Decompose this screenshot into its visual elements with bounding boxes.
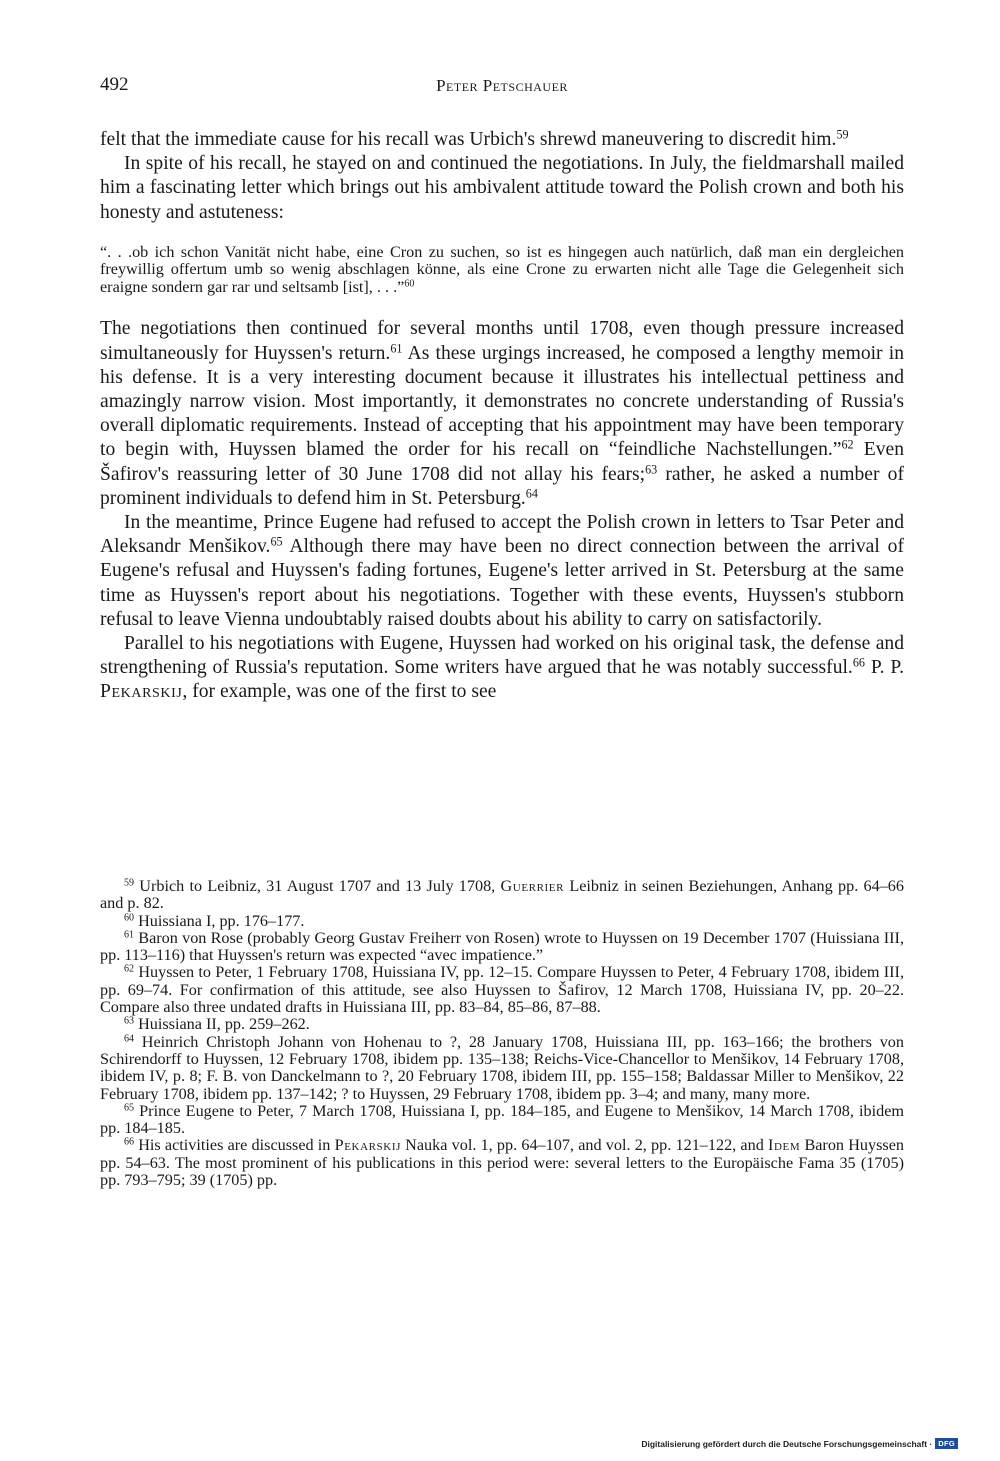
main-text — [100, 128, 904, 705]
footnote-ref[interactable]: 66 — [852, 655, 865, 670]
footnote-ref[interactable]: 63 — [645, 461, 658, 476]
footnote-ref[interactable]: 64 — [525, 486, 538, 501]
footnote-ref[interactable]: 65 — [270, 534, 283, 549]
footnote: $^{60}$ Huissiana I, pp. 176–177. — [124, 911, 305, 930]
footnote: $^{63}$ Huissiana II, pp. 259–262. — [124, 1015, 310, 1034]
digitization-credit — [641, 1438, 958, 1449]
page-number: 492 — [100, 74, 129, 95]
dfg-logo: DFG — [935, 1438, 958, 1449]
page-header — [100, 74, 904, 104]
footnote-ref[interactable]: 60 — [404, 278, 415, 290]
credit-text: Digitalisierung gefördert durch die Deutsche Forschungsgemeinschaft · — [641, 1438, 933, 1449]
footnote: $^{62}$ Huyssen to Peter, 1 February 1708, Huissiana IV, pp. 12–15. Compare Huyssen to Peter, 4 February 1708, ibidem III, pp. 69–74. For confirmation of this attitude, see also Huyssen to Šafirov, 12 March 1708, Huissiana IV, pp. 20–22. Compare also three undated drafts in Huissiana III, pp. 83–84, 85–86, 87–88. — [100, 963, 904, 1017]
footnotes — [100, 878, 904, 1189]
footnote: $^{65}$ Prince Eugene to Peter, 7 March 1708, Huissiana I, pp. 184–185, and Eugene to Menšikov, 14 March 1708, ibidem pp. 184–185. — [100, 1101, 904, 1138]
paragraph: Parallel to his negotiations with Eugene, Huyssen had worked on his original task, the defense and strengthening of Russia's reputation. Some writers have argued that he was notably successful.$^{66}$ P. P. Pekarskij, for example, was one of the first to see — [100, 632, 904, 703]
paragraph: In spite of his recall, he stayed on and continued the negotiations. In July, the fieldmarshall mailed him a fascinating letter which brings out his ambivalent attitude toward the Polish crown and both his honesty and astuteness: — [100, 153, 904, 223]
footnote: $^{64}$ Heinrich Christoph Johann von Hohenau to ?, 28 January 1708, Huissiana III, pp. 163–166; the brothers von Schirendorff to Huyssen, 12 February 1708, ibidem pp. 135–138; Reichs-Vice-Chancellor to Menšikov, 14 February 1708, ibidem IV, p. 8; F. B. von Danckelmann to ?, 20 February 1708, ibidem III, pp. 155–158; Baldassar Miller to Menšikov, 22 February 1708, ibidem pp. 137–142; ? to Huyssen, 29 February 1708, ibidem pp. 3–4; and many, many more. — [100, 1032, 904, 1103]
paragraph: The negotiations then continued for several months until 1708, even though pressure increased simultaneously for Huyssen's return.$^{61}$ As these urgings increased, he composed a lengthy memoir in his defense. It is a very interesting document because it illustrates his intellectual pettiness and amazingly narrow vision. Most importantly, it demonstrates no concrete understanding of Russia's overall diplomatic requirements. Instead of accepting that his appointment may have been temporary to begin with, Huyssen blamed the order for his recall on “feindliche Nachstellungen.”$^{62}$ Even Šafirov's reassuring letter of 30 June 1708 did not allay his fears;$^{63}$ rather, he asked a number of prominent individuals to defend him in St. Petersburg.$^{64}$ — [100, 318, 905, 509]
footnote-ref[interactable]: 62 — [841, 437, 854, 452]
footnote: $^{66}$ His activities are discussed in Pekarskij Nauka vol. 1, pp. 64–107, and vol. 2, pp. 121–122, and Idem Baron Huyssen pp. 54–63. The most prominent of his publications in this period were: several letters to the Europäische Fama 35 (1705) pp. 793–795; 39 (1705) pp. — [100, 1136, 904, 1190]
footnote: $^{59}$ Urbich to Leibniz, 31 August 1707 and 13 July 1708, Guerrier Leibniz in seinen Beziehungen, Anhang pp. 64–66 and p. 82. — [100, 877, 904, 913]
block-quote: “. . .ob ich schon Vanität nicht habe, eine Cron zu suchen, so ist es hingegen auch natürlich, daß man ein dergleichen freywillig offertum umb so wenig abschlagen könne, als eine Crone zu erwarten nicht alle Tage die Gelegenheit sich eraigne sondern gar rar und seltsamb [ist], . . .”$^{60}$ — [100, 242, 904, 296]
footnote-ref[interactable]: 61 — [390, 340, 403, 355]
paragraph: In the meantime, Prince Eugene had refused to accept the Polish crown in letters to Tsar Peter and Aleksandr Menšikov.$^{65}$ Although there may have been no direct connection between the arrival of Eugene's refusal and Huyssen's fading fortunes, Eugene's letter arrived in St. Petersburg at the same time as Huyssen's report about his negotiations. Together with these events, Huyssen's stubborn refusal to leave Vienna undoubtably raised doubts about his ability to carry on satisfactorily. — [100, 511, 904, 630]
paragraph: felt that the immediate cause for his recall was Urbich's shrewd maneuvering to discredit him.$^{59}$ — [100, 127, 849, 150]
footnote: $^{61}$ Baron von Rose (probably Georg Gustav Freiherr von Rosen) wrote to Huyssen on 19 December 1707 (Huissiana III, pp. 113–116) that Huyssen's return was expected “avec impatience.” — [100, 928, 904, 965]
running-title: Peter Petschauer — [436, 76, 568, 95]
footnote-ref[interactable]: 59 — [836, 127, 849, 142]
